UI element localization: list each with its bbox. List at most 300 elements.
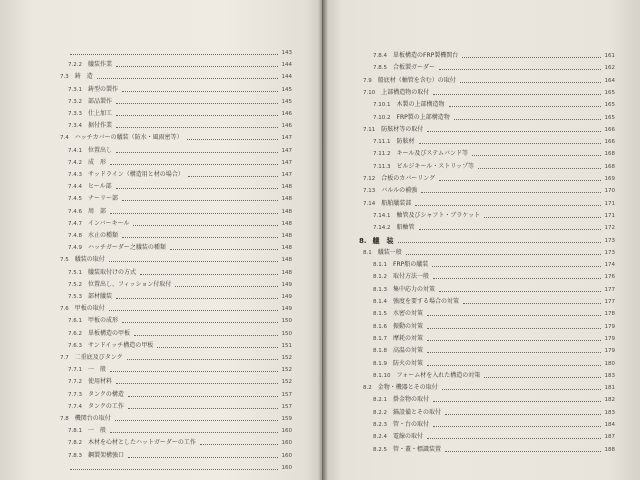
dot-leader — [187, 138, 278, 140]
toc-entry-title: 木材を心材としたハットガーダーの工作 — [88, 439, 196, 447]
toc-entry-page: 146 — [281, 111, 292, 117]
dot-leader — [449, 105, 601, 107]
dot-leader — [188, 175, 278, 177]
toc-entry-number: 7.3 — [60, 74, 69, 81]
dot-leader — [419, 142, 601, 144]
toc-entry-number: 7.3.2 — [68, 98, 82, 105]
toc-entry-title: 仕上加工 — [88, 110, 113, 117]
toc-entry-page: 171 — [604, 212, 615, 219]
toc-entry-number: 8.2.4 — [373, 434, 387, 441]
toc-entry — [68, 375, 292, 386]
toc-entry-number: 8.2 — [363, 385, 372, 392]
toc-entry-number: 7.4.8 — [68, 233, 82, 239]
dot-leader — [421, 191, 600, 193]
toc-entry-number: 8.1 — [363, 249, 372, 256]
dot-leader — [115, 419, 278, 421]
toc-entry — [68, 107, 292, 118]
dot-leader — [122, 321, 277, 323]
toc-entry-page: 147 — [281, 147, 292, 154]
toc-entry-page: 145 — [281, 86, 292, 93]
dot-leader — [70, 468, 278, 470]
toc-entry-title: 錨設備とその取付 — [393, 408, 442, 416]
toc-entry — [60, 302, 292, 313]
toc-entry-title: 軸管及びシャフト・ブラケット — [396, 211, 481, 219]
toc-entry-title: 振動の対策 — [393, 322, 424, 330]
toc-entry-title: 甲板の成形 — [88, 317, 119, 325]
toc-entry-page: 152 — [281, 367, 292, 374]
toc-entry-title: FRP船の艤装 — [393, 261, 429, 269]
dot-leader — [128, 407, 278, 409]
toc-entry-title: 防舷材 — [396, 138, 415, 146]
toc-entry-page: 148 — [281, 184, 292, 191]
toc-entry-title: 部品製作 — [88, 97, 113, 105]
toc-entry — [373, 135, 615, 146]
dot-leader — [109, 309, 278, 311]
toc-entry — [373, 258, 615, 269]
toc-entry-page: 147 — [281, 172, 292, 178]
dot-leader — [122, 236, 277, 238]
toc-entry-number: 7.11.3 — [373, 163, 391, 170]
dot-leader — [484, 216, 600, 218]
toc-entry-page: 169 — [604, 176, 615, 182]
toc-entry — [363, 246, 615, 257]
dot-leader — [463, 302, 600, 304]
toc-entry-title: 集中応力の対策 — [393, 285, 436, 293]
toc-entry-title: 成 形 — [88, 158, 107, 166]
toc-entry — [373, 307, 615, 318]
toc-entry-number: 7.3.4 — [68, 123, 82, 130]
dot-leader — [116, 187, 278, 189]
toc-entry-title: 管・蓋・標識装置 — [393, 445, 442, 453]
toc-entry-number: 7.7.3 — [68, 391, 82, 398]
toc-entry — [373, 344, 615, 355]
toc-entry — [373, 160, 615, 171]
toc-entry — [373, 332, 615, 343]
toc-entry-number: 7.4.3 — [68, 172, 82, 178]
dot-leader — [427, 314, 600, 316]
dot-leader — [116, 382, 277, 384]
toc-entry — [373, 147, 615, 158]
toc-entry-page: 166 — [604, 139, 615, 146]
toc-entry-title: 鋳型の製作 — [88, 85, 119, 93]
dot-leader — [109, 260, 278, 262]
toc-entry-title: 据付作業 — [88, 122, 113, 130]
dot-leader — [419, 228, 601, 230]
toc-entry-number: 8.1.6 — [373, 323, 387, 330]
toc-entry-page: 182 — [604, 397, 615, 404]
toc-entry-page: 164 — [604, 77, 615, 84]
toc-entry — [68, 217, 292, 228]
toc-entry-number: 7.3.3 — [68, 111, 82, 117]
dot-leader — [406, 253, 601, 255]
toc-entry-number: 7.4.7 — [68, 220, 82, 227]
toc-entry — [363, 172, 615, 183]
dot-leader — [70, 53, 278, 55]
dot-leader — [415, 204, 600, 206]
toc-entry-number: 7.4 — [60, 135, 69, 142]
toc-entry-title: バルルの補強 — [381, 187, 418, 195]
toc-entry-title: 艤装一般 — [377, 248, 402, 256]
toc-entry — [373, 283, 615, 294]
toc-entry — [373, 430, 615, 441]
toc-entry-title: 一 般 — [88, 366, 107, 374]
toc-entry-page: 184 — [604, 422, 615, 428]
toc-entry — [373, 320, 615, 331]
toc-entry-page: 148 — [281, 196, 292, 203]
dot-leader — [175, 285, 277, 287]
dot-leader — [442, 388, 601, 390]
toc-entry-title: ヒール部 — [88, 183, 112, 191]
toc-entry-title: 防舷材等の取付 — [381, 125, 424, 133]
dot-leader — [472, 154, 601, 156]
toc-entry-title: 単板構造の甲板 — [88, 329, 131, 337]
toc-entry-title: 防火の対策 — [393, 359, 424, 367]
toc-entry-number: 7.9 — [363, 77, 372, 84]
dot-leader — [200, 443, 278, 445]
toc-entry-number: 8.2.3 — [373, 422, 387, 428]
toc-entry — [373, 393, 615, 404]
toc-entry-page: 147 — [281, 135, 292, 142]
toc-entry — [68, 290, 292, 301]
toc-entry-page: 173 — [604, 237, 615, 244]
toc-entry-number: 7.8.4 — [373, 53, 387, 59]
toc-entry — [60, 461, 292, 472]
toc-entry-page: 179 — [604, 348, 615, 355]
toc-entry-number: 7.11.2 — [373, 151, 391, 158]
dot-leader — [110, 212, 277, 214]
toc-entry-title: 取付方法一般 — [393, 273, 430, 281]
toc-entry-title: 使用材料 — [88, 378, 113, 386]
dot-leader — [116, 114, 277, 116]
toc-entry — [373, 209, 615, 220]
toc-entry-number: 7.5.2 — [68, 281, 82, 288]
toc-entry — [68, 314, 292, 325]
toc-entry-page: 178 — [604, 311, 615, 318]
toc-entry-number: 8.1.10 — [373, 372, 391, 379]
toc-entry — [60, 253, 292, 264]
toc-entry — [60, 46, 292, 57]
toc-entry-number: 7.8.1 — [68, 428, 82, 435]
toc-entry-page: 180 — [604, 360, 615, 367]
toc-entry-number: 7.11.1 — [373, 139, 391, 146]
toc-entry — [363, 86, 615, 97]
dot-leader — [128, 395, 278, 397]
toc-entry-title: 二重底及びタンク — [74, 354, 123, 361]
toc-entry-title: 位置出し — [88, 146, 113, 154]
toc-entry-number: 7.4.9 — [68, 245, 82, 252]
right-page — [323, 0, 640, 480]
toc-entry-number: 8.2.2 — [373, 409, 387, 416]
toc-entry-page: 179 — [604, 335, 615, 342]
toc-entry-page: 183 — [604, 409, 615, 416]
dot-leader — [460, 81, 601, 83]
toc-entry-page: 162 — [604, 65, 615, 72]
toc-entry-number: 8. — [359, 236, 367, 245]
toc-entry-page: 143 — [281, 50, 292, 56]
toc-entry — [373, 270, 615, 281]
toc-entry-title: ビルジキール・ストリップ等 — [396, 162, 474, 170]
toc-entry-number: 7.4.5 — [68, 196, 82, 203]
toc-entry-number: 8.1.4 — [373, 299, 387, 305]
dot-leader — [433, 93, 600, 95]
toc-entry-page: 144 — [281, 74, 292, 81]
dot-leader — [110, 431, 277, 433]
toc-entry-number: 8.2.5 — [373, 446, 387, 453]
toc-entry — [68, 388, 292, 399]
toc-entry-page: 172 — [604, 225, 615, 232]
dot-leader — [445, 450, 600, 452]
toc-entry-number: 8.1.2 — [373, 274, 387, 281]
dot-leader — [427, 327, 600, 329]
toc-entry-title: 合板製ガーダー — [393, 64, 436, 72]
toc-entry — [363, 184, 615, 195]
toc-entry-page: 160 — [281, 428, 292, 435]
toc-entry-page: 148 — [281, 257, 292, 264]
dot-leader — [116, 151, 277, 153]
toc-entry-title: 部材艤装 — [88, 293, 113, 300]
toc-entry — [373, 98, 615, 109]
dot-leader — [122, 199, 277, 201]
toc-entry-number: 7.4.1 — [68, 147, 82, 154]
toc-entry — [68, 266, 292, 277]
toc-entry-title: 位置出し、フィッション付取付 — [88, 280, 172, 288]
toc-entry — [68, 168, 292, 179]
dot-leader — [439, 290, 600, 292]
toc-entry-number: 7.12 — [363, 176, 376, 182]
toc-entry — [68, 180, 292, 191]
toc-entry-page: 152 — [281, 355, 292, 361]
dot-leader — [427, 437, 600, 439]
toc-entry-number: 7.14 — [363, 200, 376, 207]
toc-entry — [373, 418, 615, 429]
toc-entry-title: 管・台の取付 — [393, 421, 430, 428]
toc-entry-title: タンクの工作 — [88, 402, 124, 410]
toc-entry — [363, 197, 615, 208]
toc-entry-page: 187 — [604, 434, 615, 441]
toc-entry-title: 一 般 — [88, 427, 107, 435]
toc-entry-title: 単板構造のFRP製機関台 — [393, 52, 459, 59]
toc-entry-page: 161 — [604, 53, 615, 59]
toc-entry-page: 149 — [281, 294, 292, 300]
dot-leader — [432, 265, 600, 267]
toc-entry-page: 183 — [604, 372, 615, 379]
toc-entry-title: FRP製の上部構造物 — [396, 113, 450, 121]
toc-entry — [60, 131, 292, 142]
dot-leader — [427, 364, 600, 366]
toc-entry — [373, 443, 615, 454]
toc-entry — [359, 234, 615, 245]
toc-entry-number: 7.8 — [60, 416, 69, 422]
book-gutter — [318, 0, 328, 480]
dot-leader — [116, 297, 277, 299]
toc-entry-title: ハッチカバーの艤装（防水・風雨密等） — [74, 134, 183, 142]
toc-entry-title: 水止の種類 — [88, 232, 119, 239]
toc-entry-title: 船底材（軸管を含む）の取付 — [377, 76, 456, 84]
toc-entry-number: 8.1.7 — [373, 335, 387, 342]
toc-entry — [68, 229, 292, 240]
dot-leader — [97, 77, 278, 79]
toc-entry-title: 鋼製架構強口 — [88, 451, 125, 459]
toc-entry-page: 145 — [281, 98, 292, 105]
toc-entry-number: 8.2.1 — [373, 397, 387, 404]
toc-entry-page: 171 — [604, 200, 615, 207]
toc-entry-title: 艤装の取付 — [74, 256, 105, 264]
toc-entry-number: 7.7.2 — [68, 379, 82, 386]
toc-entry-number: 7.10 — [363, 89, 376, 96]
toc-entry-title: 水密の対策 — [393, 310, 424, 318]
toc-entry-number: 7.8.3 — [68, 452, 82, 459]
toc-entry-number: 7.6.1 — [68, 318, 82, 325]
toc-entry-number: 7.5.1 — [68, 269, 82, 276]
toc-entry-title: フォーム材を入れた構造の対策 — [396, 371, 481, 379]
dot-leader — [427, 130, 600, 132]
dot-leader — [170, 248, 278, 250]
toc-entry — [363, 381, 615, 392]
dot-leader — [127, 358, 278, 360]
toc-entry — [373, 295, 615, 306]
toc-entry-page: 165 — [604, 89, 615, 96]
toc-entry — [373, 357, 615, 368]
dot-leader — [116, 102, 277, 104]
toc-entry-page: 168 — [604, 151, 615, 158]
toc-entry-number: 8.1.1 — [373, 262, 387, 269]
toc-entry-title: 合板のカバーリング — [381, 175, 436, 182]
toc-entry-page: 149 — [281, 306, 292, 313]
dot-leader — [140, 273, 277, 275]
toc-entry-number: 7.13 — [363, 188, 376, 195]
toc-entry-page: 170 — [604, 188, 615, 195]
toc-entry-title: 電線の取付 — [393, 433, 424, 441]
toc-entry-page: 148 — [281, 233, 292, 239]
toc-entry-number: 7.6.3 — [68, 342, 82, 349]
toc-entry — [68, 205, 292, 216]
toc-entry-number: 7.6 — [60, 306, 69, 313]
toc-entry-number: 7.10.1 — [373, 102, 391, 109]
dot-leader — [116, 126, 277, 128]
toc-entry-title: 周 部 — [88, 207, 107, 215]
toc-entry — [373, 369, 615, 380]
dot-leader — [478, 167, 601, 169]
toc-entry-title: タンクの構造 — [88, 390, 124, 398]
toc-entry — [373, 49, 615, 60]
toc-entry-number: 7.4.6 — [68, 208, 82, 215]
dot-leader — [433, 400, 600, 402]
toc-entry-page: 159 — [281, 416, 292, 422]
toc-entry-page: 148 — [281, 208, 292, 215]
dot-leader — [110, 163, 277, 165]
toc-entry-number: 8.1.8 — [373, 348, 387, 355]
toc-entry — [68, 327, 292, 338]
toc-entry-number: 7.6.2 — [68, 330, 82, 337]
toc-entry — [363, 74, 615, 85]
toc-entry-page: 177 — [604, 299, 615, 305]
toc-entry — [60, 70, 292, 81]
toc-entry-page: 157 — [281, 403, 292, 410]
dot-leader — [398, 241, 601, 243]
toc-entry — [68, 95, 292, 106]
toc-entry — [373, 111, 615, 122]
toc-entry-page: 166 — [604, 126, 615, 133]
toc-entry-title: インバーキール — [88, 219, 130, 227]
dot-leader — [134, 334, 277, 336]
toc-entry-page: 152 — [281, 379, 292, 386]
toc-entry-page: 179 — [604, 323, 615, 330]
toc-entry-number: 8.1.5 — [373, 311, 387, 318]
dot-leader — [427, 351, 600, 353]
dot-leader — [445, 413, 600, 415]
dot-leader — [128, 456, 277, 458]
toc-entry-title: 艤 装 — [372, 236, 394, 245]
toc-entry — [363, 123, 615, 134]
toc-entry-number: 8.1.9 — [373, 360, 387, 367]
toc-entry — [60, 412, 292, 423]
toc-entry — [68, 241, 292, 252]
toc-entry-page: 147 — [281, 159, 292, 166]
toc-entry — [68, 278, 292, 289]
toc-entry-number: 7.7.1 — [68, 367, 82, 374]
toc-entry-title: 高温の対策 — [393, 347, 424, 355]
toc-entry-page: 176 — [604, 274, 615, 281]
toc-entry-title: 艤装取付けの方式 — [88, 268, 137, 276]
toc-entry-page: 165 — [604, 114, 615, 121]
dot-leader — [454, 118, 601, 120]
dot-leader — [484, 376, 600, 378]
dot-leader — [433, 277, 600, 279]
toc-entry-number: 7.14.2 — [373, 225, 391, 232]
toc-entry-page: 148 — [281, 269, 292, 276]
toc-entry — [373, 221, 615, 232]
toc-entry-number: 7.7.4 — [68, 403, 82, 410]
toc-entry — [68, 400, 292, 411]
toc-entry-title: 船軸管 — [396, 224, 415, 232]
toc-entry-number: 7.8.2 — [68, 440, 82, 447]
toc-entry-number: 7.8.5 — [373, 65, 387, 72]
toc-entry-title: ハッチガーダー之艤装の種類 — [88, 244, 166, 252]
toc-entry-title: 鋳 造 — [74, 73, 93, 81]
toc-entry — [68, 339, 292, 350]
toc-entry — [68, 144, 292, 155]
toc-entry — [68, 363, 292, 374]
dot-leader — [133, 224, 277, 226]
toc-entry-title: 強度を要する場合の対策 — [393, 298, 460, 305]
toc-entry-title: 摩耗の対策 — [393, 334, 424, 342]
toc-entry-number: 7.5 — [60, 257, 69, 264]
toc-entry-page: 149 — [281, 281, 292, 288]
toc-entry-title: 船舶艤装部 — [381, 199, 412, 207]
toc-entry-page: 181 — [604, 385, 615, 392]
toc-entry-page: 151 — [281, 342, 292, 349]
dot-leader — [157, 346, 277, 348]
toc-entry — [68, 119, 292, 130]
toc-entry — [68, 449, 292, 460]
dot-leader — [122, 90, 277, 92]
toc-entry-page: 146 — [281, 123, 292, 130]
toc-entry-number: 7.4.4 — [68, 184, 82, 191]
toc-entry-title: サッドライン（構造用と材の場合） — [88, 171, 184, 178]
toc-entry — [60, 351, 292, 362]
toc-entry-page: 177 — [604, 286, 615, 293]
toc-entry-title: 上部構造物の取付 — [381, 88, 430, 96]
toc-entry-number: 7.5.3 — [68, 294, 82, 300]
toc-entry-number: 7.3.1 — [68, 86, 82, 93]
toc-entry — [373, 61, 615, 72]
toc-entry — [68, 192, 292, 203]
toc-entry-number: 7.14.1 — [373, 212, 391, 219]
toc-entry — [68, 436, 292, 447]
toc-entry-title: 金物・機器とその取付 — [377, 384, 438, 392]
dot-leader — [427, 339, 600, 341]
toc-entry-page: 148 — [281, 220, 292, 227]
